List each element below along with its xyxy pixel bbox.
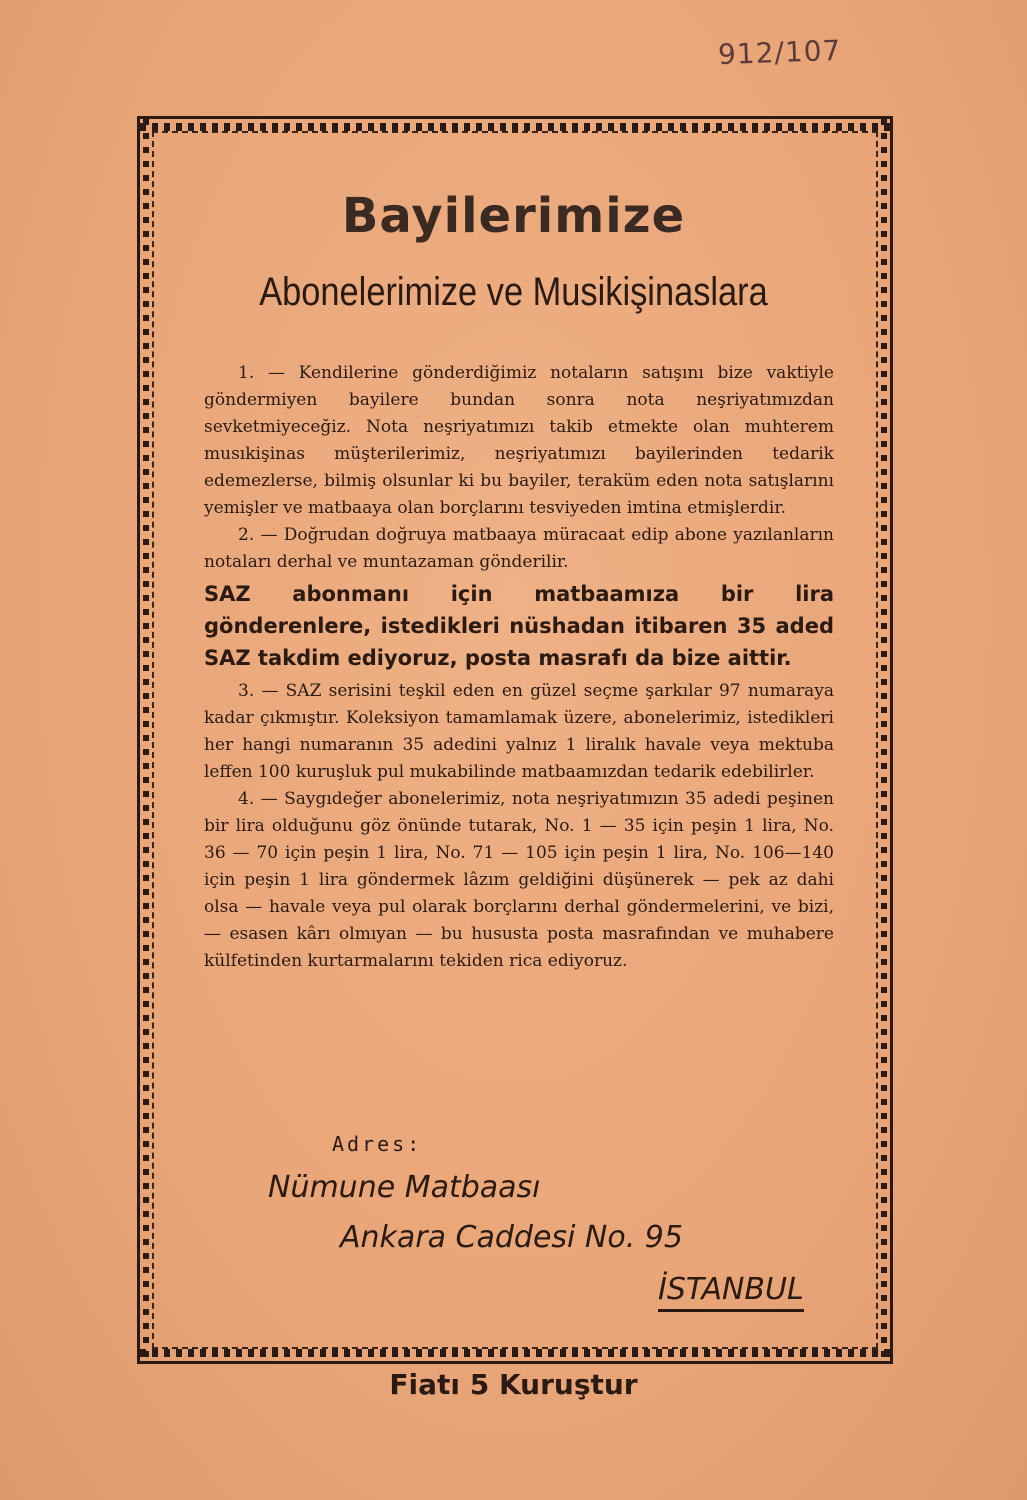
address-label: Adres:: [332, 1132, 423, 1156]
frame-border-bottom: [140, 1349, 890, 1357]
paragraph-3: 3. — SAZ serisini teşkil eden en güzel seçme şarkılar 97 numaraya kadar çıkmıştır. Koleksiyon tamamlamak üzere, abonelerimiz, istedikleri her hangi numaranın 35 adedini yalnız 1 liralık havale veya mektuba leffen 100 kuruşluk pul mukabilinde matbaamızdan tedarik edebilirler.: [204, 681, 834, 782]
address-line-1: Nümune Matbaası: [268, 1170, 541, 1205]
address-city: İSTANBUL: [658, 1272, 804, 1312]
page-subtitle: Abonelerimize ve Musikişinaslara: [259, 270, 768, 314]
address-line-2: Ankara Caddesi No. 95: [340, 1220, 683, 1255]
paragraph-4: 4. — Saygıdeğer abonelerimiz, nota neşriyatımızın 35 adedi peşinen bir lira olduğunu göz önünde tutarak, No. 1 — 35 için peşin 1 lira, No. 36 — 70 için peşin 1 lira, No. 71 — 105 için peşin 1 lira, No. 106—140 için peşin 1 lira göndermek lâzım geldiğini düşünerek — pek az dahi olsa — havale veya pul olarak borçlarını derhal göndermelerini, ve bizi, — esasen kârı olmıyan — bu hususta posta masrafından ve muhabere külfetinden kurtarmalarını tekiden rica ediyoruz.: [204, 789, 834, 971]
price-line: Fiatı 5 Kuruştur: [389, 1368, 638, 1401]
page-title: Bayilerimize: [341, 188, 686, 244]
paragraph-1: 1. — Kendilerine gönderdiğimiz notaların satışını bize vaktiyle göndermiyen bayilere bundan sonra nota neşriyatımızdan sevketmiyeceğiz. Nota neşriyatımızı takib etmekte olan muhterem musıkişinas müşterilerimiz, neşriyatımızı bayilerinden tedarik edemezlerse, bilmiş olsunlar ki bu bayiler, teraküm eden nota satışlarını yemişler ve matbaaya olan borçlarını tesviyeden imtina etmişlerdir.: [204, 363, 834, 518]
notice-body: [204, 360, 834, 975]
archive-mark: 912/107: [717, 33, 842, 72]
subscription-announcement: SAZ abonmanı için matbaamıza bir lira gönderenlere, istedikleri nüshadan itibaren 35 aded SAZ takdim ediyoruz, posta masrafı da bize aittir.: [204, 582, 834, 670]
frame-border-top: [140, 123, 890, 131]
paragraph-2: 2. — Doğrudan doğruya matbaaya müracaat edip abone yazılanların notaları derhal ve muntazaman gönderilir.: [204, 525, 834, 572]
